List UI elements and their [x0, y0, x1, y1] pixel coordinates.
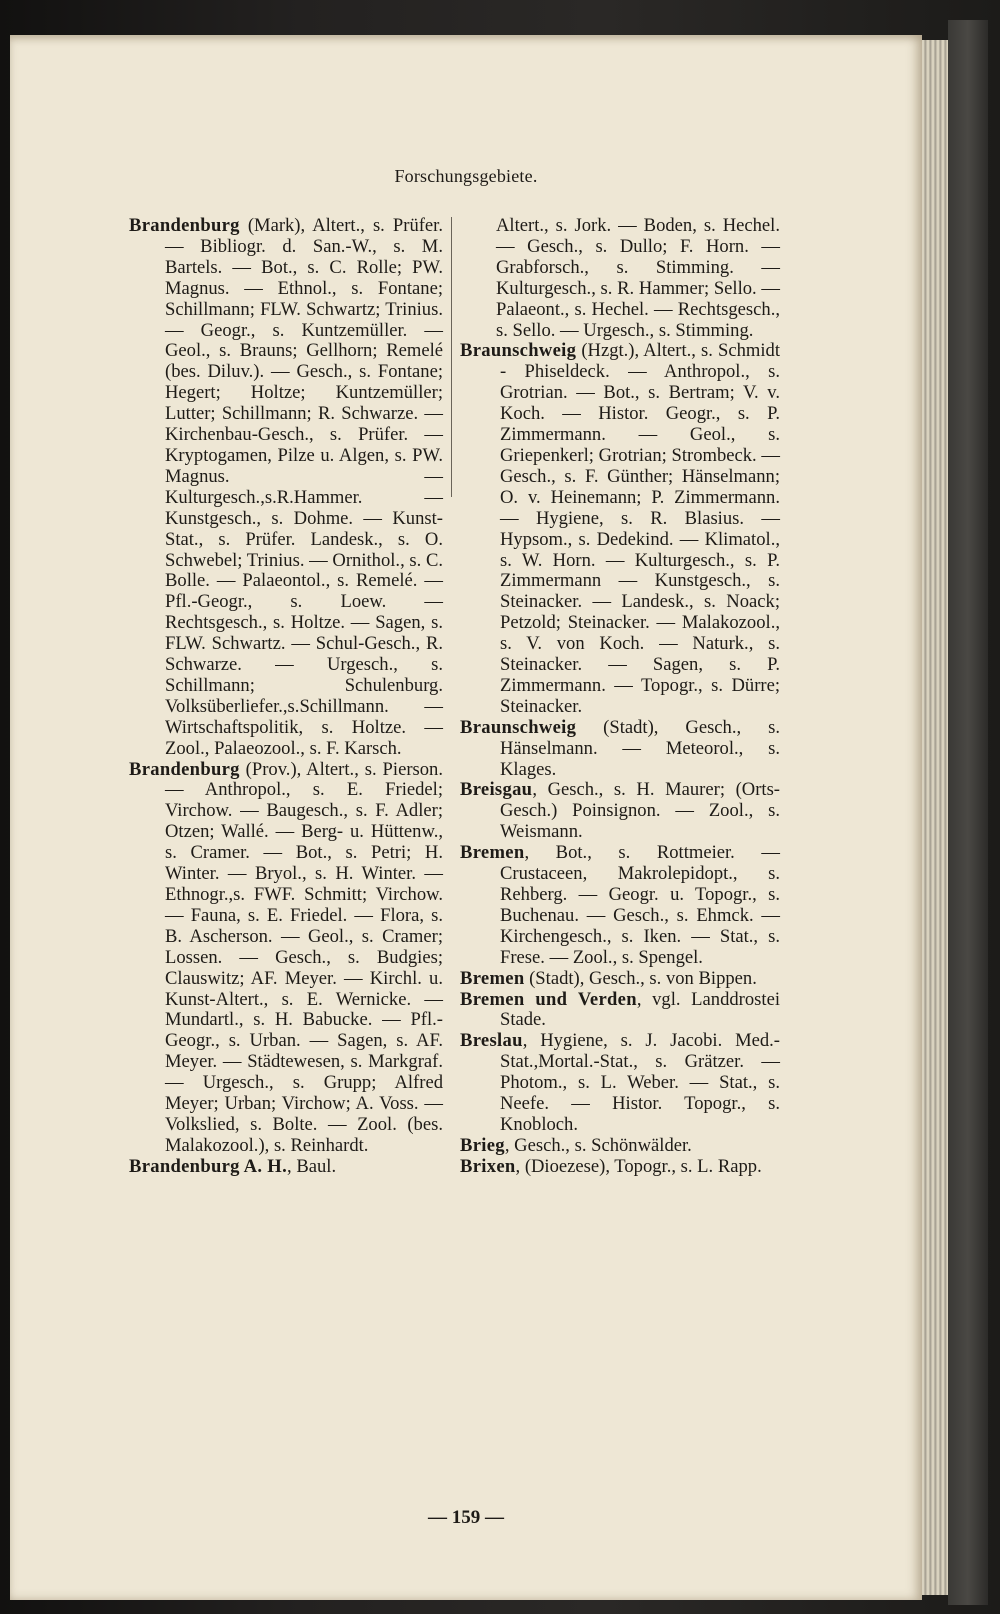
entry-heading: Breslau	[460, 1030, 523, 1052]
book-page	[10, 35, 922, 1600]
index-entry	[129, 215, 443, 760]
entry-heading: Braunschweig	[460, 340, 577, 362]
entry-text: , Bot., s. Rottmeier. — Crustaceen, Makrolepidopt., s. Rehberg. — Geogr. u. Topogr., s. Buchenau. — Gesch., s. Ehmck. — Kirchengesch., s. Iken. — Stat., s. Frese. — Zool., s. Spengel.	[500, 842, 780, 968]
index-entry	[460, 990, 780, 1032]
entry-heading: Brixen	[460, 1155, 516, 1177]
index-entry	[460, 341, 780, 717]
entry-text: , (Dioezese), Topogr., s. L. Rapp.	[515, 1155, 762, 1177]
index-entry	[460, 843, 780, 968]
entry-text: , Gesch., s. Schönwälder.	[504, 1134, 692, 1156]
page-stack-edge	[922, 40, 948, 1595]
book-cover-edge	[948, 20, 988, 1605]
index-entry	[129, 1155, 443, 1178]
left-column	[129, 215, 443, 1178]
entry-heading: Bremen und Verden	[460, 988, 637, 1010]
index-entry	[460, 718, 780, 781]
entry-text: (Mark), Altert., s. Prüfer. — Bibliogr. d. San.-W., s. M. Bartels. — Bot., s. C. Rolle; PW. Magnus. — Ethnol., s. Fontane; Schillmann; FLW. Schwartz; Trinius. — Geogr., s. Kuntzemüller. — Geol., s. Brauns; Gellhorn; Remelé (bes. Diluv.). — Gesch., s. Fontane; Hegert; Holtze; Kuntzemüller; Lutter; Schillmann; R. Schwarze. — Kirchenbau-Gesch., s. Prüfer. — Kryptogamen, Pilze u. Algen, s. PW. Magnus. — Kulturgesch.,s.R.Hammer. — Kunstgesch., s. Dohme. — Kunst-Stat., s. Prüfer. Landesk., s. O. Schwebel; Trinius. — Ornithol., s. C. Bolle. — Palaeontol., s. Remelé. — Pfl.-Geogr., s. Loew. — Rechtsgesch., s. Holtze. — Sagen, s. FLW. Schwartz. — Schul-Gesch., R. Schwarze. — Urgesch., s. Schillmann; Schulenburg. Volksüberliefer.,s.Schillmann. — Wirtschaftspolitik, s. Holtze. — Zool., Palaeozool., s. F. Karsch.	[165, 215, 443, 759]
entry-heading: Bremen	[460, 842, 525, 864]
index-entry	[460, 1157, 780, 1178]
entry-text: (Prov.), Altert., s. Pierson. — Anthropol., s. E. Friedel; Virchow. — Baugesch., s. F. Adler; Otzen; Wallé. — Berg- u. Hüttenw., s. Cramer. — Bot., s. Petri; H. Winter. — Bryol., s. H. Winter. — Ethnogr.,s. FWF. Schmitt; Virchow. — Fauna, s. E. Friedel. — Flora, s. B. Ascherson. — Geol., s. Cramer; Lossen. — Gesch., s. Budgies; Clauswitz; AF. Meyer. — Kirchl. u. Kunst-Altert., s. E. Wernicke. — Mundartl., s. H. Babucke. — Pfl.-Geogr., s. Urban. — Sagen, s. AF. Meyer. — Städtewesen, s. Markgraf. — Urgesch., s. Grupp; Alfred Meyer; Urban; Virchow; A. Voss. — Volkslied, s. Bolte. — Zool. (bes. Malakozool.), s. Reinhardt.	[165, 758, 443, 1156]
index-entry	[460, 1136, 780, 1157]
entry-text: , Hygiene, s. J. Jacobi. Med.-Stat.,Mortal.-Stat., s. Grätzer. — Photom., s. L. Weber. — Stat., s. Neefe. — Histor. Topogr., s. Knobloch.	[500, 1030, 780, 1135]
entry-heading: Brandenburg	[129, 215, 240, 236]
index-entry	[460, 1031, 780, 1136]
index-entry	[129, 758, 443, 1157]
column-divider	[451, 217, 452, 497]
entry-text: (Stadt), Gesch., s. Hänselmann. — Meteorol., s. Klages.	[500, 716, 780, 780]
entry-heading: Brandenburg A. H.	[129, 1155, 288, 1177]
entry-text: , vgl. Landdrostei Stade.	[500, 988, 780, 1031]
entry-heading: Brieg	[460, 1134, 505, 1156]
right-column	[460, 216, 780, 1178]
index-entry	[460, 969, 780, 990]
entry-text: , Gesch., s. H. Maurer; (Orts-Gesch.) Poinsignon. — Zool., s. Weismann.	[500, 779, 780, 843]
entry-text: , Baul.	[287, 1155, 337, 1177]
index-entry-continuation	[460, 216, 780, 341]
entry-text: Altert., s. Jork. — Boden, s. Hechel. — Gesch., s. Dullo; F. Horn. — Grabforsch., s. Stimming. — Kulturgesch., s. R. Hammer; Sello. — Palaeont., s. Hechel. — Rechtsgesch., s. Sello. — Urgesch., s. Stimming.	[496, 215, 780, 341]
running-head: Forschungsgebiete.	[394, 166, 538, 186]
entry-heading: Brandenburg	[129, 758, 240, 780]
entry-text: (Hzgt.), Altert., s. Schmidt - Phiseldeck. — Anthropol., s. Grotrian. — Bot., s. Bertram; V. v. Koch. — Histor. Geogr., s. P. Zimmermann. — Geol., s. Griepenkerl; Grotrian; Strombeck. — Gesch., s. F. Günther; Hänselmann; O. v. Heinemann; P. Zimmermann. — Hygiene, s. R. Blasius. — Hypsom., s. Dedekind. — Klimatol., s. W. Horn. — Kulturgesch., s. P. Zimmermann — Kunstgesch., s. Steinacker. — Landesk., s. Noack; Petzold; Steinacker. — Malakozool., s. V. von Koch. — Naturk., s. Steinacker. — Sagen, s. P. Zimmermann. — Topogr., s. Dürre; Steinacker.	[500, 340, 780, 717]
entry-heading: Breisgau	[460, 779, 533, 801]
entry-heading: Braunschweig	[460, 716, 577, 738]
index-entry	[460, 780, 780, 843]
entry-text: (Stadt), Gesch., s. von Bippen.	[524, 967, 757, 989]
page-number: — 159 —	[428, 1507, 504, 1528]
entry-heading: Bremen	[460, 967, 525, 989]
